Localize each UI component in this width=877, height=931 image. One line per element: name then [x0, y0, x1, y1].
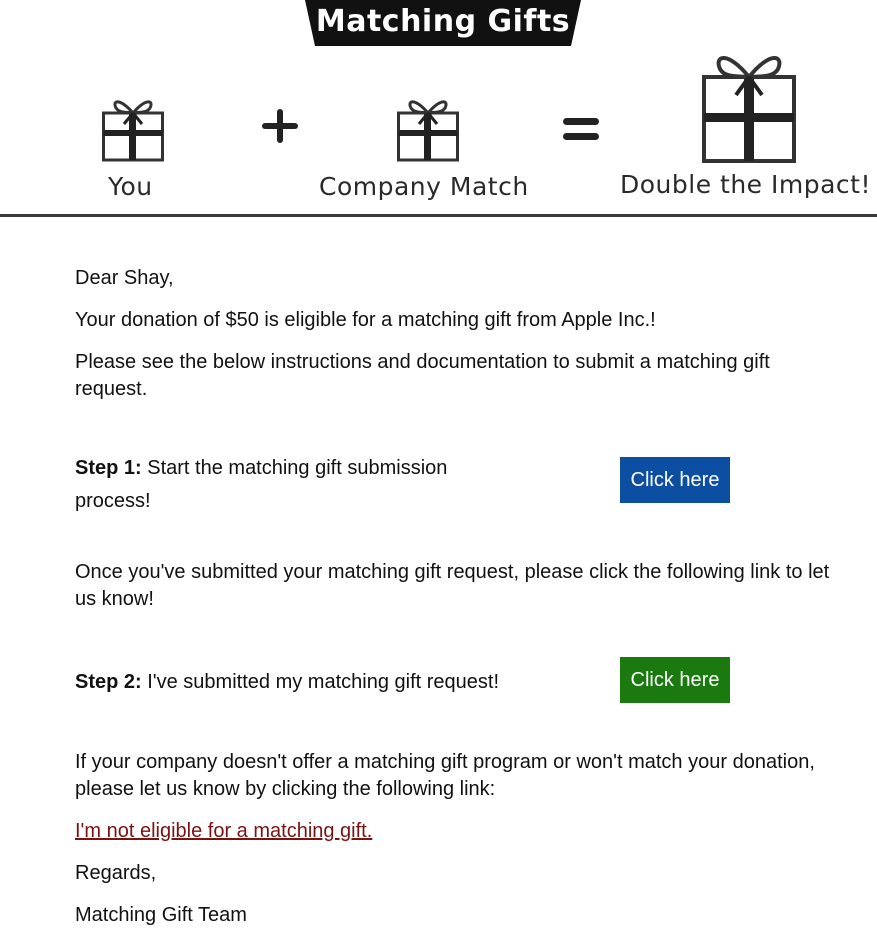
step1-row	[75, 452, 475, 518]
step2-row	[75, 669, 595, 696]
label-you: You	[108, 172, 153, 201]
banner-title: Matching Gifts	[315, 4, 571, 39]
banner-title-plate	[305, 0, 581, 46]
label-double-impact: Double the Impact!	[620, 170, 871, 199]
plus-icon	[262, 109, 298, 143]
step1-label: Step 1:	[75, 457, 142, 479]
gift-icon	[102, 96, 164, 162]
eligibility-text: Your donation of $50 is eligible for a matching gift from Apple Inc.!	[75, 309, 656, 331]
gift-icon	[702, 49, 796, 163]
equals-icon	[563, 116, 599, 142]
regards: Regards,	[75, 862, 157, 884]
not-offered-text: If your company doesn't offer a matching gift program or won't match your donation, please let us know by clicking the following link:	[75, 751, 815, 800]
after-submit-text: Once you've submitted your matching gift request, please click the following link to let us know!	[75, 561, 830, 610]
matching-gifts-banner	[0, 0, 877, 218]
step1-click-here-button[interactable]: Click here	[620, 457, 730, 503]
step2-click-here-button[interactable]: Click here	[620, 657, 730, 703]
greeting: Dear Shay,	[75, 267, 174, 289]
not-eligible-link-row	[75, 818, 372, 845]
not-eligible-link[interactable]: I'm not eligible for a matching gift.	[75, 820, 373, 842]
gift-icon	[397, 96, 459, 162]
step2-text: I've submitted my matching gift request!	[147, 671, 499, 693]
label-company-match: Company Match	[319, 172, 529, 201]
instructions-text: Please see the below instructions and documentation to submit a matching gift request.	[75, 351, 770, 400]
step2-label: Step 2:	[75, 671, 142, 693]
banner-divider	[0, 214, 877, 217]
step1-text: Start the matching gift submission process!	[75, 457, 448, 512]
signature: Matching Gift Team	[75, 904, 247, 926]
